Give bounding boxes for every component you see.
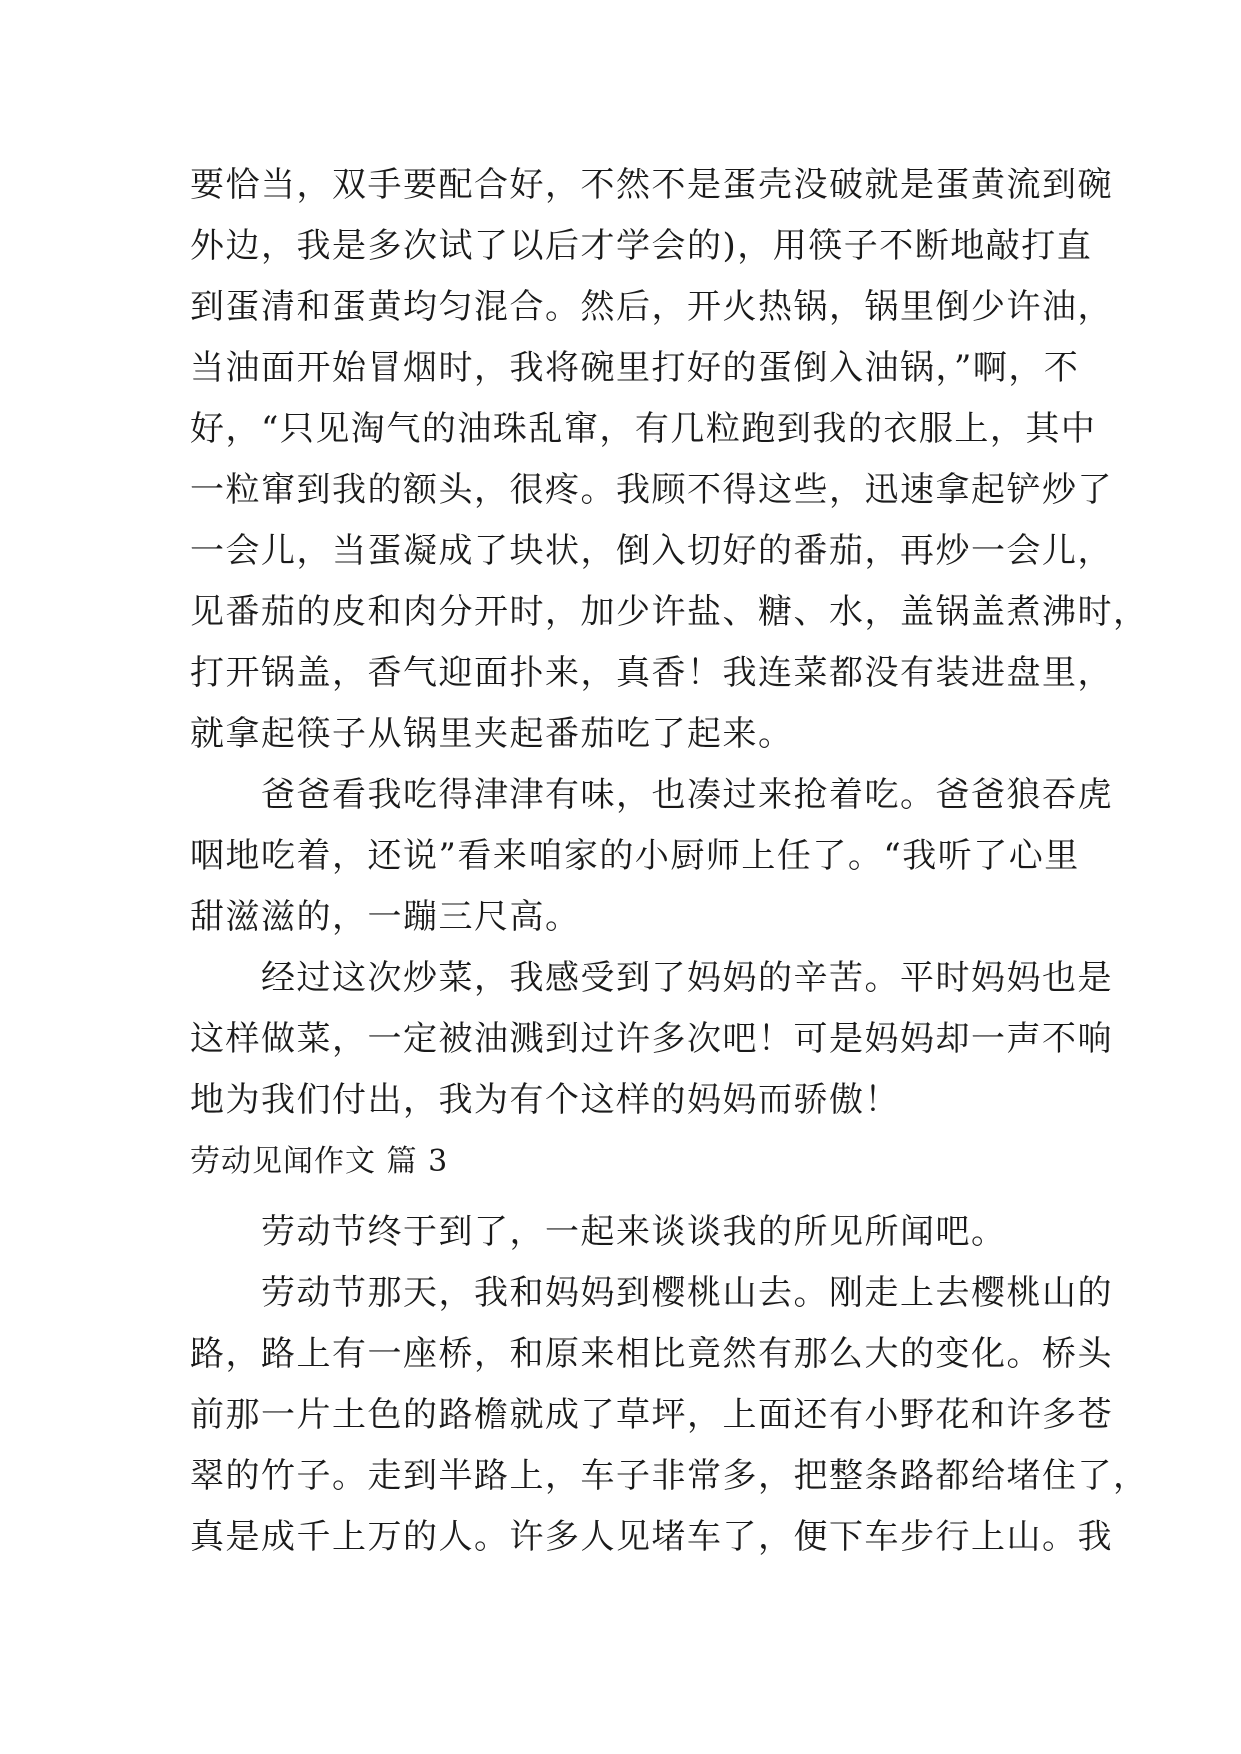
text-line: 真是成千上万的人。许多人见堵车了，便下车步行上山。我 <box>190 1517 1113 1557</box>
text-line: 一会儿，当蛋凝成了块状，倒入切好的番茄，再炒一会儿， <box>190 531 1113 571</box>
text-line: 就拿起筷子从锅里夹起番茄吃了起来。 <box>190 714 794 754</box>
text-line: 劳动节那天，我和妈妈到樱桃山去。刚走上去樱桃山的 <box>190 1273 1113 1313</box>
text-line: 劳动节终于到了，一起来谈谈我的所见所闻吧。 <box>190 1212 1007 1252</box>
text-line: 路，路上有一座桥，和原来相比竟然有那么大的变化。桥头 <box>190 1334 1113 1374</box>
text-line: 翠的竹子。走到半路上，车子非常多，把整条路都给堵住了， <box>190 1456 1149 1496</box>
text-line: 外边，我是多次试了以后才学会的)，用筷子不断地敲打直 <box>190 226 1093 266</box>
text-line: 打开锅盖，香气迎面扑来，真香！我连菜都没有装进盘里， <box>190 653 1113 693</box>
text-line: 要恰当，双手要配合好，不然不是蛋壳没破就是蛋黄流到碗 <box>190 165 1113 205</box>
text-line: 地为我们付出，我为有个这样的妈妈而骄傲！ <box>190 1080 900 1120</box>
text-line: 到蛋清和蛋黄均匀混合。然后，开火热锅，锅里倒少许油， <box>190 287 1113 327</box>
text-line: 经过这次炒菜，我感受到了妈妈的辛苦。平时妈妈也是 <box>190 958 1113 998</box>
section-heading: 劳动见闻作文 篇 3 <box>190 1144 449 1179</box>
text-line: 当油面开始冒烟时，我将碗里打好的蛋倒入油锅，”啊，不 <box>190 348 1080 388</box>
text-line: 这样做菜，一定被油溅到过许多次吧！可是妈妈却一声不响 <box>190 1019 1113 1059</box>
text-line: 见番茄的皮和肉分开时，加少许盐、糖、水，盖锅盖煮沸时， <box>190 592 1149 632</box>
text-line: 好，“只见淘气的油珠乱窜，有几粒跑到我的衣服上，其中 <box>190 409 1097 449</box>
text-line: 咽地吃着，还说”看来咱家的小厨师上任了。“我听了心里 <box>190 836 1080 876</box>
essay-body-part-2 <box>190 1202 1149 1568</box>
text-line: 爸爸看我吃得津津有味，也凑过来抢着吃。爸爸狼吞虎 <box>190 775 1113 815</box>
text-line: 甜滋滋的，一蹦三尺高。 <box>190 897 581 937</box>
essay-body-part-1 <box>190 155 1149 1131</box>
text-line: 一粒窜到我的额头，很疼。我顾不得这些，迅速拿起铲炒了 <box>190 470 1113 510</box>
text-line: 前那一片土色的路檐就成了草坪，上面还有小野花和许多苍 <box>190 1395 1113 1435</box>
